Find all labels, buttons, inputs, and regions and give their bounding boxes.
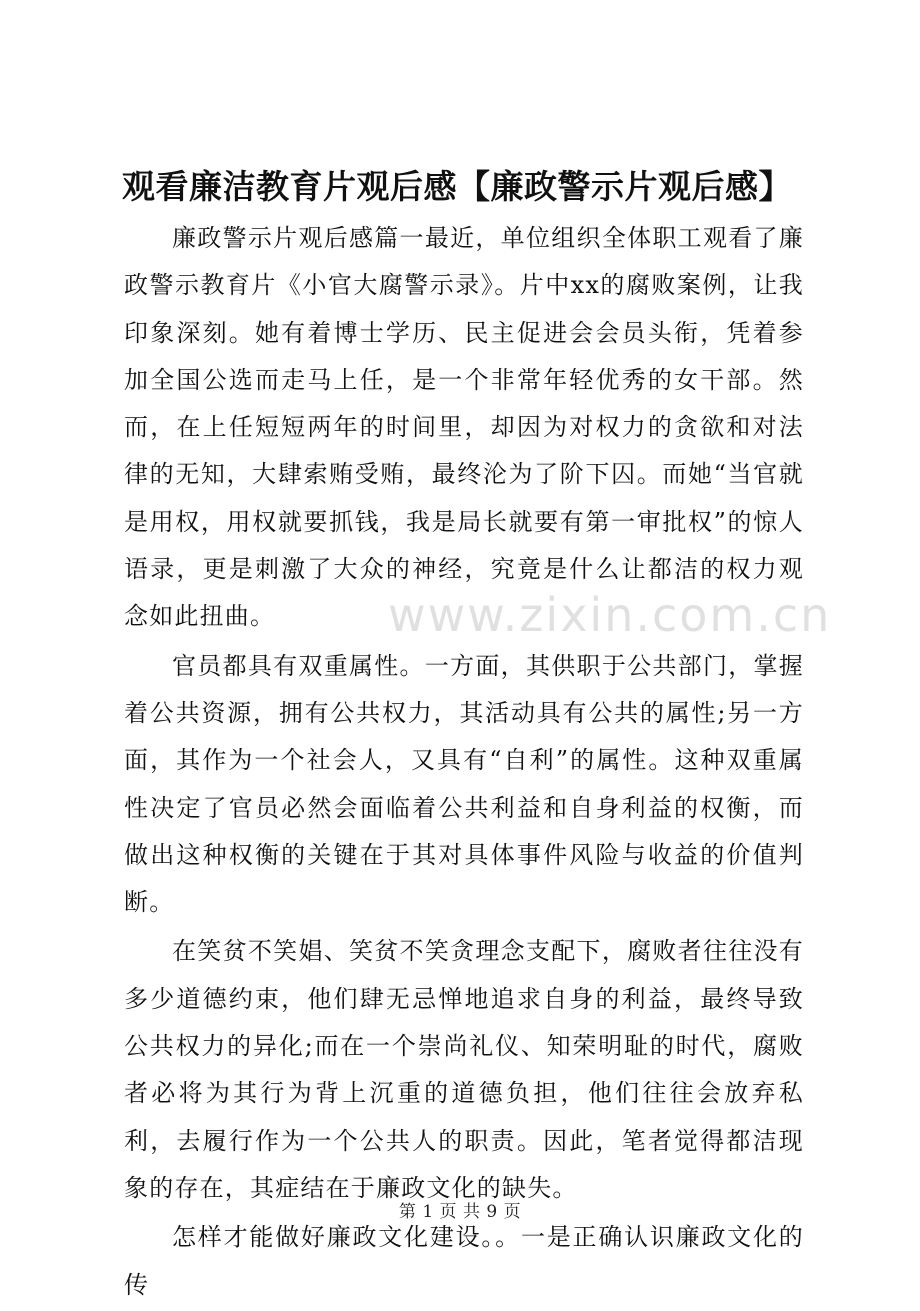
paragraph-4: 怎样才能做好廉政文化建设。。一是正确认识廉政文化的传 xyxy=(124,1223,804,1299)
paragraph-1: 廉政警示片观后感篇一最近，单位组织全体职工观看了廉政警示教育片《小官大腐警示录》。片中xx的腐败案例，让我印象深刻。她有着博士学历、民主促进会会员头衔，凭着参加全国公选而走马上任，是一个非常年轻优秀的女干部。然而，在上任短短两年的时间里，却因为对权力的贪欲和对法律的无知，大肆索贿受贿，最终沦为了阶下囚。而她“当官就是用权，用权就要抓钱，我是局长就要有第一审批权”的惊人语录，更是刺激了大众的神经，究竟是什么让都洁的权力观念如此扭曲。 xyxy=(124,224,804,631)
document-title: 观看廉洁教育片观后感【廉政警示片观后感】 xyxy=(122,167,792,206)
document-body xyxy=(124,215,804,1311)
page-footer: 第 1 页 共 9 页 xyxy=(398,1202,522,1222)
watermark: www.zixin.com.cn xyxy=(388,588,832,642)
paragraph-3: 在笑贫不笑娼、笑贫不笑贪理念支配下，腐败者往往没有多少道德约束，他们肆无忌惮地追求自身的利益，最终导致公共权力的异化;而在一个崇尚礼仪、知荣明耻的时代，腐败者必将为其行为背上沉重的道德负担，他们往往会放弃私利，去履行作为一个公共人的职责。因此，笔者觉得都洁现象的存在，其症结在于廉政文化的缺失。 xyxy=(124,937,804,1202)
paragraph-2: 官员都具有双重属性。一方面，其供职于公共部门，掌握着公共资源，拥有公共权力，其活动具有公共的属性;另一方面，其作为一个社会人，又具有“自利”的属性。这种双重属性决定了官员必然会面临着公共利益和自身利益的权衡，而做出这种权衡的关键在于其对具体事件风险与收益的价值判断。 xyxy=(124,651,804,917)
